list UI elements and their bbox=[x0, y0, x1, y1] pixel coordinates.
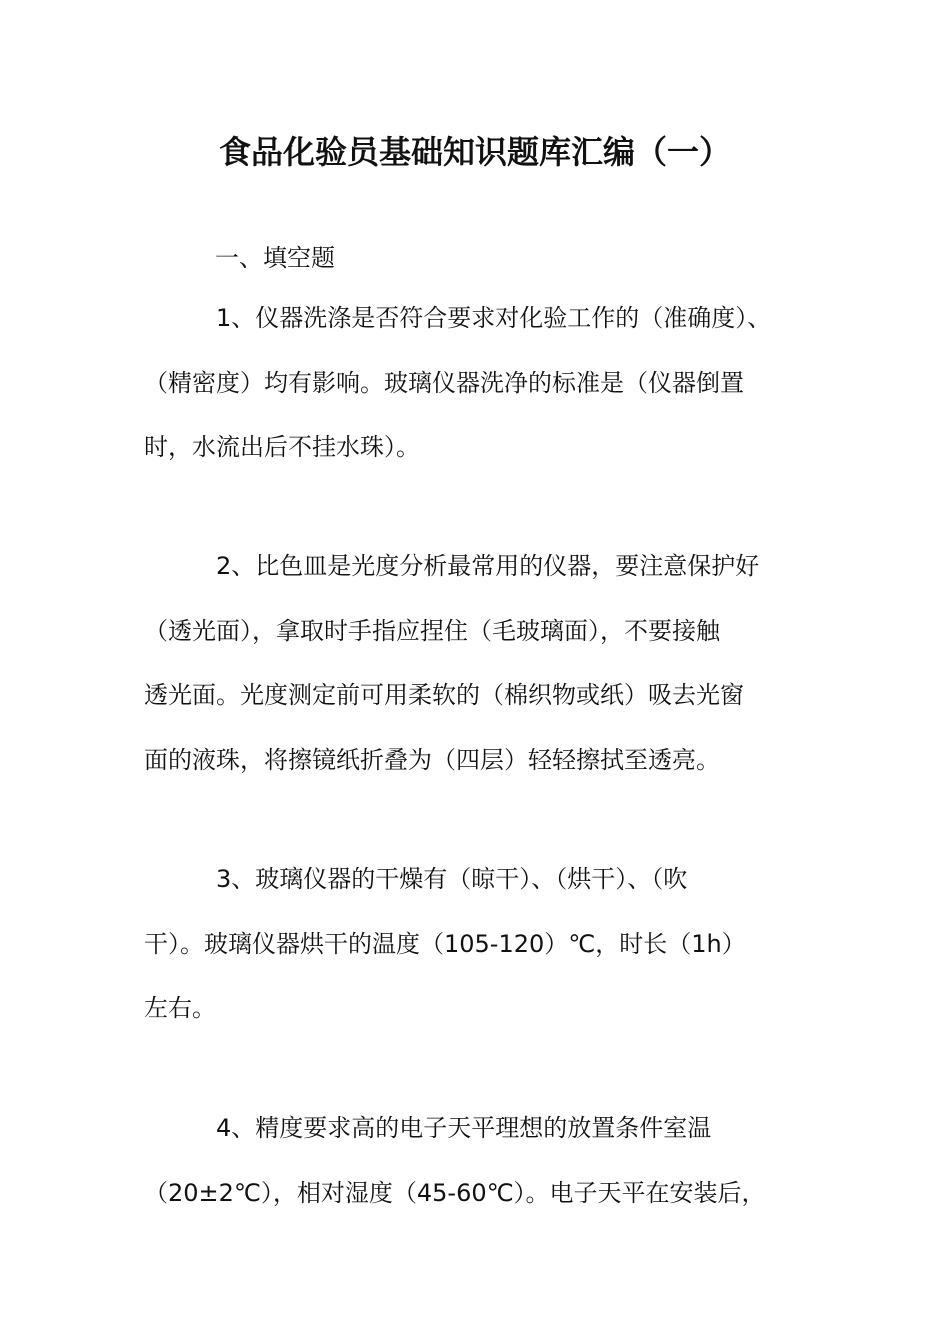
paragraph-1 bbox=[144, 286, 830, 480]
paragraph-3 bbox=[144, 847, 830, 1041]
paragraph-4 bbox=[144, 1096, 830, 1225]
paragraph-line: 干）。玻璃仪器烘干的温度（105-120）℃，时长（1h） bbox=[144, 929, 746, 958]
paragraph-line: 透光面。光度测定前可用柔软的（棉织物或纸）吸去光窗 bbox=[144, 681, 744, 710]
paragraph-line: 面的液珠，将擦镜纸折叠为（四层）轻轻擦拭至透亮。 bbox=[144, 745, 720, 774]
paragraph-line: 1、仪器洗涤是否符合要求对化验工作的（准确度）、 bbox=[216, 304, 772, 332]
paragraph-line: 2、比色皿是光度分析最常用的仪器，要注意保护好 bbox=[216, 552, 760, 580]
paragraph-line: 3、玻璃仪器的干燥有（晾干）、（烘干）、（吹 bbox=[216, 865, 688, 893]
paragraph-2 bbox=[144, 534, 830, 792]
paragraph-line: （20±2℃），相对湿度（45-60℃）。电子天平在安装后， bbox=[144, 1178, 766, 1207]
section-heading: 一、填空题 bbox=[215, 244, 335, 272]
paragraph-line: 时，水流出后不挂水珠）。 bbox=[144, 433, 420, 462]
paragraph-line: （精密度）均有影响。玻璃仪器洗净的标准是（仪器倒置 bbox=[144, 368, 744, 397]
paragraph-line: 4、精度要求高的电子天平理想的放置条件室温 bbox=[216, 1114, 712, 1142]
paragraph-line: 左右。 bbox=[144, 994, 216, 1023]
paragraph-line: （透光面），拿取时手指应捏住（毛玻璃面），不要接触 bbox=[144, 616, 720, 645]
document-title: 食品化验员基础知识题库汇编（一） bbox=[218, 133, 731, 171]
